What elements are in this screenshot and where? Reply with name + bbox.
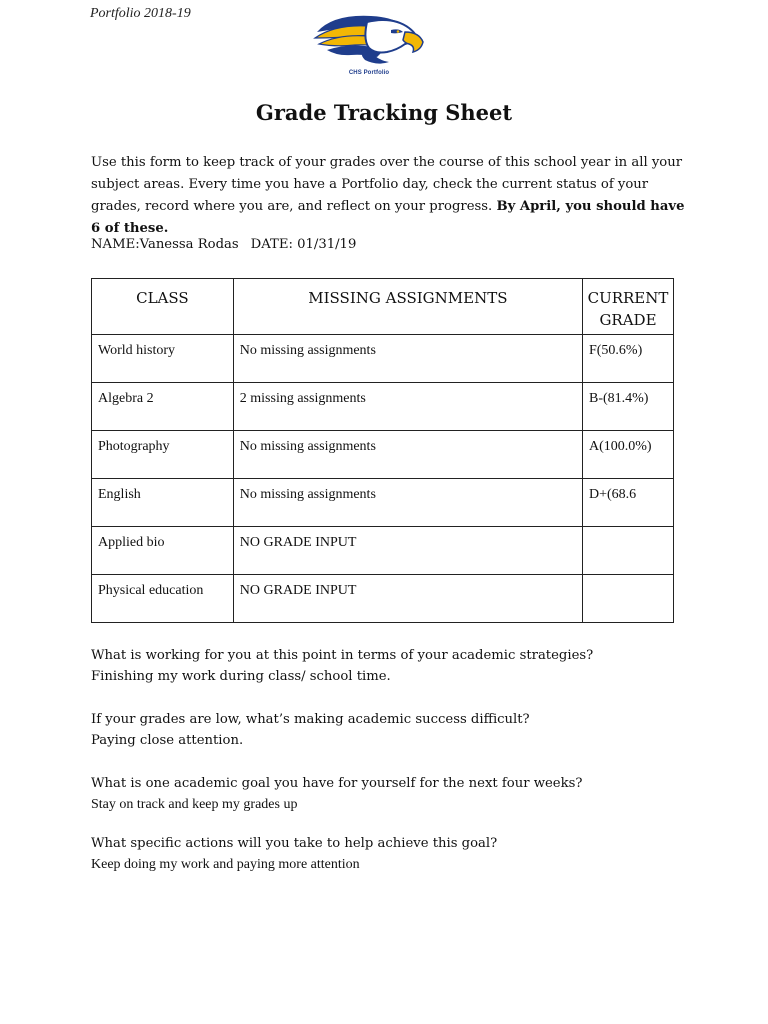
cell-missing: No missing assignments	[233, 335, 582, 383]
cell-missing: 2 missing assignments	[233, 383, 582, 431]
cell-class: Physical education	[92, 575, 234, 623]
cell-class: Algebra 2	[92, 383, 234, 431]
intro-paragraph	[91, 152, 691, 240]
cell-grade	[582, 527, 673, 575]
header-missing-assignments: MISSING ASSIGNMENTS	[233, 279, 582, 335]
question-text: What is one academic goal you have for yourself for the next four weeks?	[91, 776, 583, 791]
cell-class: English	[92, 479, 234, 527]
question-text: What is working for you at this point in terms of your academic strategies?	[91, 648, 594, 663]
table-row	[92, 479, 674, 527]
cell-grade: F(50.6%)	[582, 335, 673, 383]
cell-missing: NO GRADE INPUT	[233, 527, 582, 575]
cell-grade: B-(81.4%)	[582, 383, 673, 431]
table-row	[92, 383, 674, 431]
date-label: DATE:	[250, 237, 293, 252]
logo-caption: CHS Portfolio	[348, 70, 390, 76]
portfolio-year-note: Portfolio 2018-19	[90, 6, 191, 21]
answer-text: Paying close attention.	[91, 733, 244, 748]
table-row	[92, 575, 674, 623]
header-current-grade	[582, 279, 673, 335]
table-header-row	[92, 279, 674, 335]
page-title: Grade Tracking Sheet	[255, 100, 513, 125]
question-text: If your grades are low, what’s making academic success difficult?	[91, 712, 530, 727]
answer-text: Keep doing my work and paying more attention	[91, 857, 360, 872]
question-block-1	[91, 645, 711, 687]
answer-text: Finishing my work during class/ school time.	[91, 669, 391, 684]
cell-grade	[582, 575, 673, 623]
student-name: Vanessa Rodas	[139, 237, 239, 252]
cell-class: Applied bio	[92, 527, 234, 575]
grade-table	[91, 278, 674, 623]
student-date: 01/31/19	[297, 237, 357, 252]
header-class: CLASS	[92, 279, 234, 335]
table-row	[92, 431, 674, 479]
cell-missing: NO GRADE INPUT	[233, 575, 582, 623]
header-grade-line1: CURRENT	[587, 289, 669, 307]
answer-text: Stay on track and keep my grades up	[91, 797, 298, 812]
question-block-2	[91, 709, 711, 751]
question-block-3	[91, 773, 711, 815]
cell-grade: A(100.0%)	[582, 431, 673, 479]
header-grade-line2: GRADE	[599, 311, 657, 329]
name-label: NAME:	[91, 237, 140, 252]
cell-class: Photography	[92, 431, 234, 479]
student-info-line	[91, 237, 356, 252]
intro-bold-note: By April, you should have 6 of these.	[91, 199, 685, 236]
eagle-head-icon	[313, 10, 425, 72]
table-row	[92, 335, 674, 383]
cell-missing: No missing assignments	[233, 479, 582, 527]
intro-text: Use this form to keep track of your grades over the course of this school year in all your subject areas. Every time you have a Portfolio day, check the current status of your grades, record where you are, and reflect on your progress.	[91, 155, 683, 214]
table-row	[92, 527, 674, 575]
cell-grade: D+(68.6	[582, 479, 673, 527]
cell-class: World history	[92, 335, 234, 383]
question-text: What specific actions will you take to help achieve this goal?	[91, 836, 498, 851]
question-block-4	[91, 833, 711, 875]
cell-missing: No missing assignments	[233, 431, 582, 479]
